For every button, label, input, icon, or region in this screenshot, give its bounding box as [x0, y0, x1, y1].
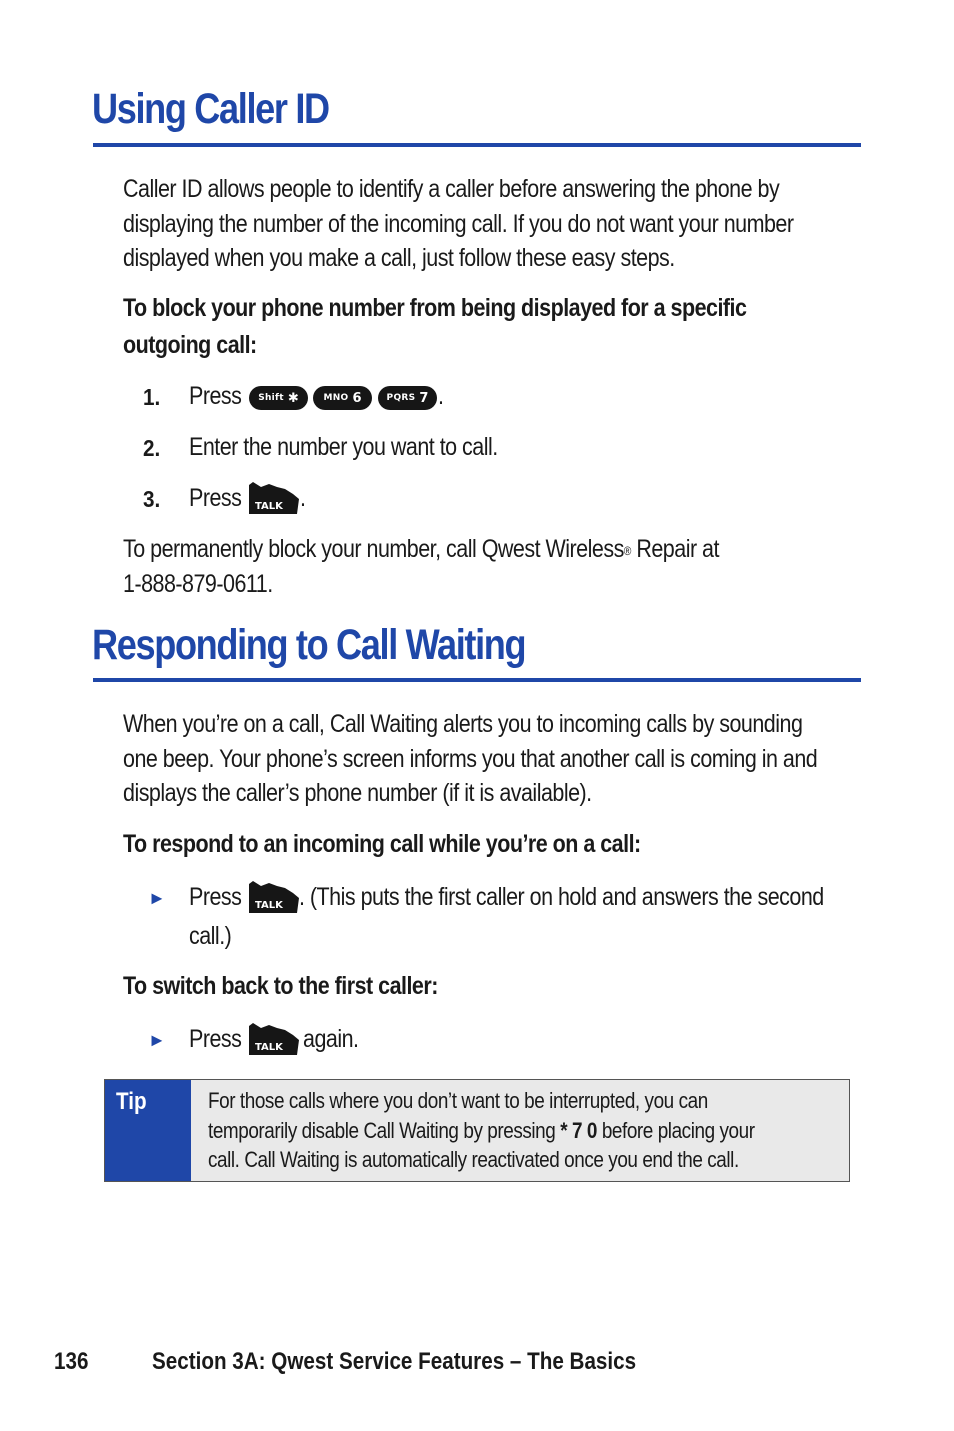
step-text: Enter the number you want to call. — [189, 433, 498, 461]
section-title-call-waiting: Responding to Call Waiting — [92, 621, 526, 669]
title-rule — [93, 143, 861, 147]
bullet-text: Press — [189, 883, 242, 911]
subheading-line: outgoing call: — [123, 331, 257, 359]
bullet-text: again. — [303, 1025, 359, 1053]
tip-code: * 7 0 — [560, 1117, 597, 1143]
bullet-text: Press — [189, 1025, 242, 1053]
title-rule — [93, 678, 861, 682]
key-large-label: 7 — [419, 390, 429, 406]
switch-back-subheading: To switch back to the first caller: — [123, 972, 438, 1000]
note-text: Repair at — [630, 535, 719, 563]
bullet-arrow-icon: ► — [148, 888, 166, 908]
key-small-label: MNO — [323, 393, 349, 403]
section-title-caller-id: Using Caller ID — [92, 85, 329, 133]
shift-star-key-icon — [249, 386, 308, 410]
intro-line: one beep. Your phone’s screen informs you that another call is coming in and — [123, 744, 818, 773]
bullet-arrow-icon: ► — [148, 1030, 166, 1050]
key-large-label: ✱ — [287, 390, 299, 406]
tip-line: call. Call Waiting is automatically reactivated once you end the call. — [208, 1147, 739, 1173]
respond-subheading: To respond to an incoming call while you’re on a call: — [123, 830, 641, 858]
tip-line: temporarily disable Call Waiting by pressing — [208, 1117, 556, 1143]
step-punct: . — [300, 484, 306, 512]
page-number: 136 — [54, 1348, 89, 1375]
key-large-label: 6 — [352, 390, 362, 406]
mno-6-key-icon — [313, 386, 372, 410]
talk-label: TALK — [255, 501, 283, 512]
tip-label: Tip — [116, 1088, 147, 1115]
pqrs-7-key-icon — [378, 386, 437, 410]
talk-key-icon — [249, 881, 299, 913]
key-small-label: Shift — [258, 393, 284, 403]
subheading-line: To block your phone number from being displayed for a specific — [123, 294, 747, 322]
talk-key-icon — [249, 1023, 299, 1055]
key-small-label: PQRS — [386, 393, 416, 403]
tip-line: For those calls where you don’t want to be interrupted, you can — [208, 1088, 708, 1113]
step-punct: . — [438, 382, 444, 410]
intro-line: displayed when you make a call, just follow these easy steps. — [123, 244, 675, 273]
intro-line: displays the caller’s phone number (if it is available). — [123, 779, 592, 808]
note-text: To permanently block your number, call Qwest Wireless — [123, 535, 624, 563]
tip-box — [104, 1079, 850, 1182]
step-text: Press — [189, 484, 242, 512]
step-number: 3. — [143, 486, 161, 512]
permanent-block-note — [123, 532, 719, 601]
bullet-text: call.) — [189, 922, 232, 950]
step-number: 1. — [143, 384, 161, 410]
tip-line: before placing your — [601, 1117, 755, 1143]
tip-label-panel — [105, 1080, 191, 1181]
step-number: 2. — [143, 435, 161, 461]
intro-line: displaying the number of the incoming call. If you do not want your number — [123, 209, 794, 238]
tip-text — [208, 1086, 755, 1175]
caller-id-intro — [123, 172, 794, 276]
bullet-text: . (This puts the first caller on hold and answers the second — [299, 883, 824, 911]
talk-label: TALK — [255, 900, 283, 911]
talk-key-icon — [249, 482, 299, 514]
repair-phone-number: 1-888-879-0611. — [123, 569, 273, 598]
block-number-subheading — [123, 290, 746, 364]
intro-line: Caller ID allows people to identify a caller before answering the phone by — [123, 175, 780, 203]
step-text: Press — [189, 382, 242, 410]
talk-label: TALK — [255, 1042, 283, 1053]
call-waiting-intro — [123, 707, 817, 811]
footer-section-title: Section 3A: Qwest Service Features – The Basics — [152, 1348, 637, 1375]
intro-line: When you’re on a call, Call Waiting alerts you to incoming calls by sounding — [123, 710, 803, 738]
registered-mark: ® — [623, 544, 631, 558]
